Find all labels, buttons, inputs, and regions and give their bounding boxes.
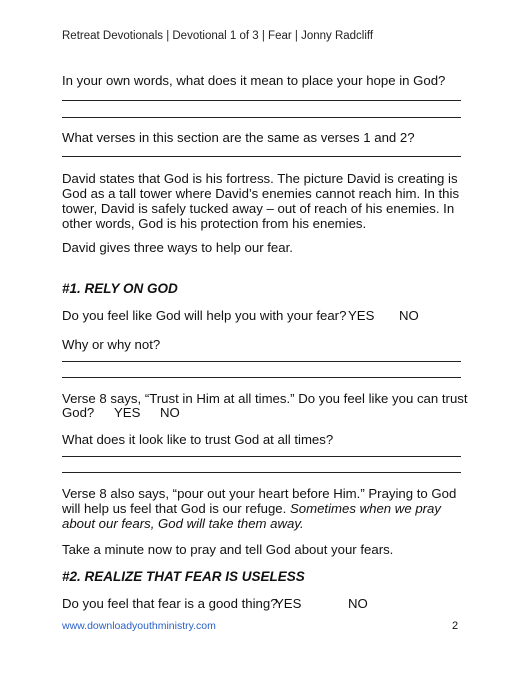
section-heading-rely-on-god: #1. RELY ON GOD bbox=[62, 281, 178, 296]
answer-line bbox=[62, 377, 461, 378]
question-text: Do you feel like God will help you with your fear? bbox=[62, 308, 347, 323]
paragraph-trust-line2 bbox=[62, 405, 462, 420]
question-text: Do you feel that fear is a good thing? bbox=[62, 596, 278, 611]
question-help-fear bbox=[62, 308, 462, 323]
paragraph-pour-out bbox=[62, 486, 462, 531]
paragraph-pour-out-italic: Sometimes when we pray about our fears, God will take them away. bbox=[62, 501, 441, 531]
paragraph-trust-line1: Verse 8 says, “Trust in Him at all times.” Do you feel like you can trust bbox=[62, 391, 468, 406]
yes-option: YES bbox=[114, 405, 141, 420]
paragraph-pray: Take a minute now to pray and tell God about your fears. bbox=[62, 542, 394, 557]
question-hope: In your own words, what does it mean to place your hope in God? bbox=[62, 73, 446, 88]
answer-line bbox=[62, 100, 461, 101]
paragraph-three-ways: David gives three ways to help our fear. bbox=[62, 240, 293, 255]
footer-website-link[interactable]: www.downloadyouthministry.com bbox=[62, 620, 216, 632]
no-option: NO bbox=[348, 596, 368, 611]
yes-option: YES bbox=[275, 596, 302, 611]
answer-line bbox=[62, 156, 461, 157]
page-header: Retreat Devotionals | Devotional 1 of 3 | Fear | Jonny Radcliff bbox=[62, 30, 374, 42]
page-number: 2 bbox=[452, 620, 459, 632]
answer-line bbox=[62, 361, 461, 362]
yes-option: YES bbox=[348, 308, 375, 323]
question-text: God? bbox=[62, 405, 95, 420]
question-verses: What verses in this section are the same as verses 1 and 2? bbox=[62, 130, 415, 145]
no-option: NO bbox=[160, 405, 180, 420]
paragraph-fortress: David states that God is his fortress. The picture David is creating is God as a tall tower where David’s enemies cannot reach him. In this tower, David is safely tucked away – out of reach of his enemies. In other words, God is his protection from his enemies. bbox=[62, 171, 460, 231]
answer-line bbox=[62, 456, 461, 457]
question-trust-look-like: What does it look like to trust God at all times? bbox=[62, 432, 334, 447]
answer-line bbox=[62, 117, 461, 118]
no-option: NO bbox=[399, 308, 419, 323]
answer-line bbox=[62, 472, 461, 473]
question-fear-good bbox=[62, 596, 462, 611]
question-why: Why or why not? bbox=[62, 337, 161, 352]
section-heading-fear-useless: #2. REALIZE THAT FEAR IS USELESS bbox=[62, 569, 305, 584]
paragraph-pour-out-text: Verse 8 also says, “pour out your heart before Him.” Praying to God will help us feel that God is our refuge. bbox=[62, 486, 457, 516]
